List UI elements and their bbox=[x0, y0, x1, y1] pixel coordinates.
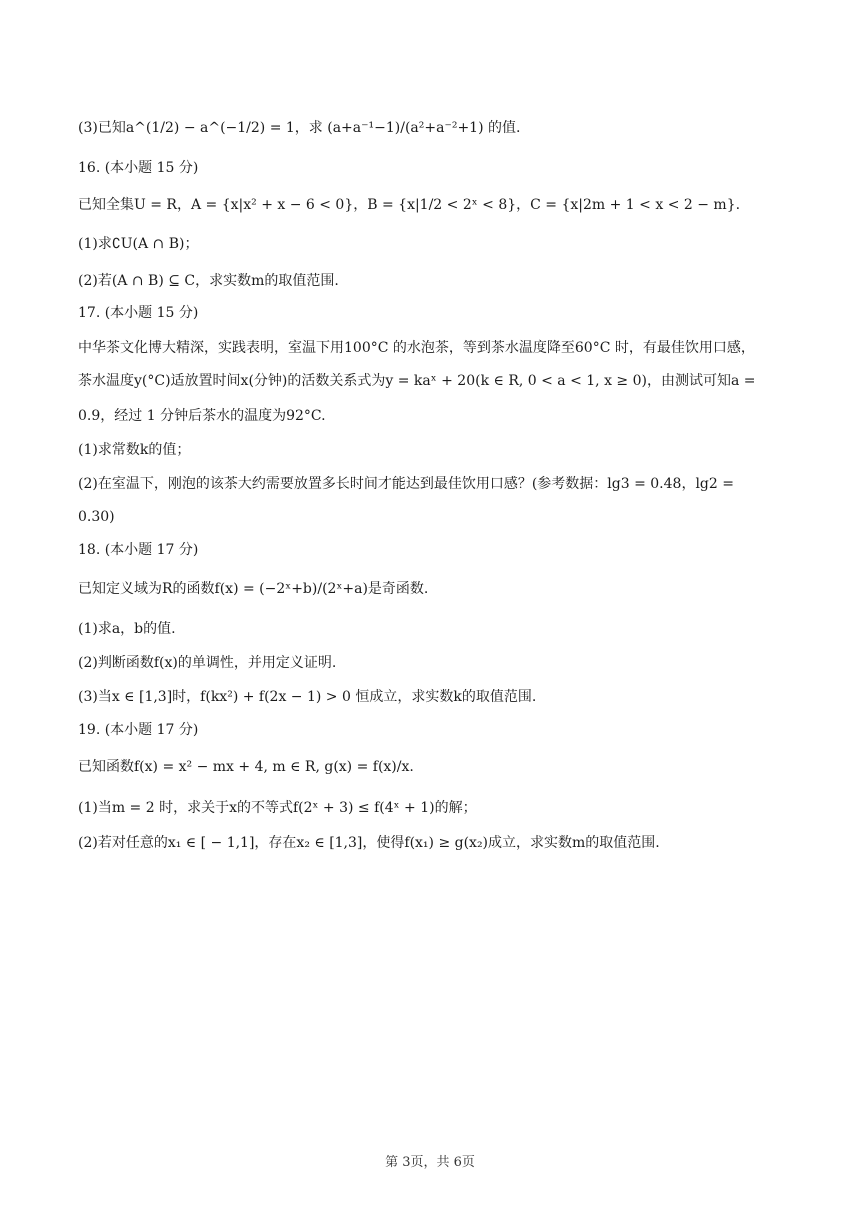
problem-16-statement: 已知全集U = R，A = {x|x² + x − 6 < 0}，B = {x|1/2 < 2ˣ < 8}，C = {x|2m + 1 < x < 2 − m}. bbox=[78, 197, 741, 213]
problem-17-part-1: (1)求常数k的值； bbox=[78, 442, 191, 458]
problem-18-part-2: (2)判断函数f(x)的单调性，并用定义证明. bbox=[78, 655, 337, 671]
problem-16-part-2: (2)若(A ∩ B) ⊆ C，求实数m的取值范围. bbox=[78, 273, 339, 289]
problem-19-part-1: (1)当m = 2 时，求关于x的不等式f(2ˣ + 3) ≤ f(4ˣ + 1)的解； bbox=[78, 800, 477, 816]
problem-18-part-1: (1)求a，b的值. bbox=[78, 621, 176, 637]
problem-17-header: 17. (本小题 15 分) bbox=[78, 305, 199, 321]
problem-19-statement: 已知函数f(x) = x² − mx + 4, m ∈ R, g(x) = f(x)/x. bbox=[78, 759, 414, 775]
page-footer: 第 3页，共 6页 bbox=[385, 1155, 475, 1170]
problem-17-statement-line-1: 中华茶文化博大精深，实践表明，室温下用100°C 的水泡茶，等到茶水温度降至60°C 时，有最佳饮用口感， bbox=[78, 340, 755, 356]
problem-16-part-1: (1)求∁U(A ∩ B)； bbox=[78, 236, 199, 252]
problem-17-statement-line-2: 茶水温度y(°C)适放置时间x(分钟)的活数关系式为y = kaˣ + 20(k ∈ R, 0 < a < 1, x ≥ 0)，由测试可知a = bbox=[78, 373, 756, 389]
problem-18-part-3: (3)当x ∈ [1,3]时，f(kx²) + f(2x − 1) > 0 恒成立，求实数k的取值范围. bbox=[78, 689, 537, 705]
problem-18-statement: 已知定义域为R的函数f(x) = (−2ˣ+b)/(2ˣ+a)是奇函数. bbox=[78, 581, 429, 597]
problem-16-header: 16. (本小题 15 分) bbox=[78, 160, 199, 176]
problem-19-part-2: (2)若对任意的x₁ ∈ [ − 1,1]，存在x₂ ∈ [1,3]，使得f(x₁) ≥ g(x₂)成立，求实数m的取值范围. bbox=[78, 835, 660, 851]
problem-15-part-3: (3)已知a^(1/2) − a^(−1/2) = 1，求 (a+a⁻¹−1)/(a²+a⁻²+1) 的值. bbox=[78, 120, 521, 136]
problem-17-statement-line-3: 0.9，经过 1 分钟后茶水的温度为92°C. bbox=[78, 408, 326, 424]
problem-17-part-2-continued: 0.30) bbox=[78, 509, 115, 525]
problem-17-part-2: (2)在室温下，刚泡的该茶大约需要放置多长时间才能达到最佳饮用口感？(参考数据：lg3 = 0.48，lg2 = bbox=[78, 476, 734, 492]
problem-19-header: 19. (本小题 17 分) bbox=[78, 722, 199, 738]
problem-18-header: 18. (本小题 17 分) bbox=[78, 542, 199, 558]
